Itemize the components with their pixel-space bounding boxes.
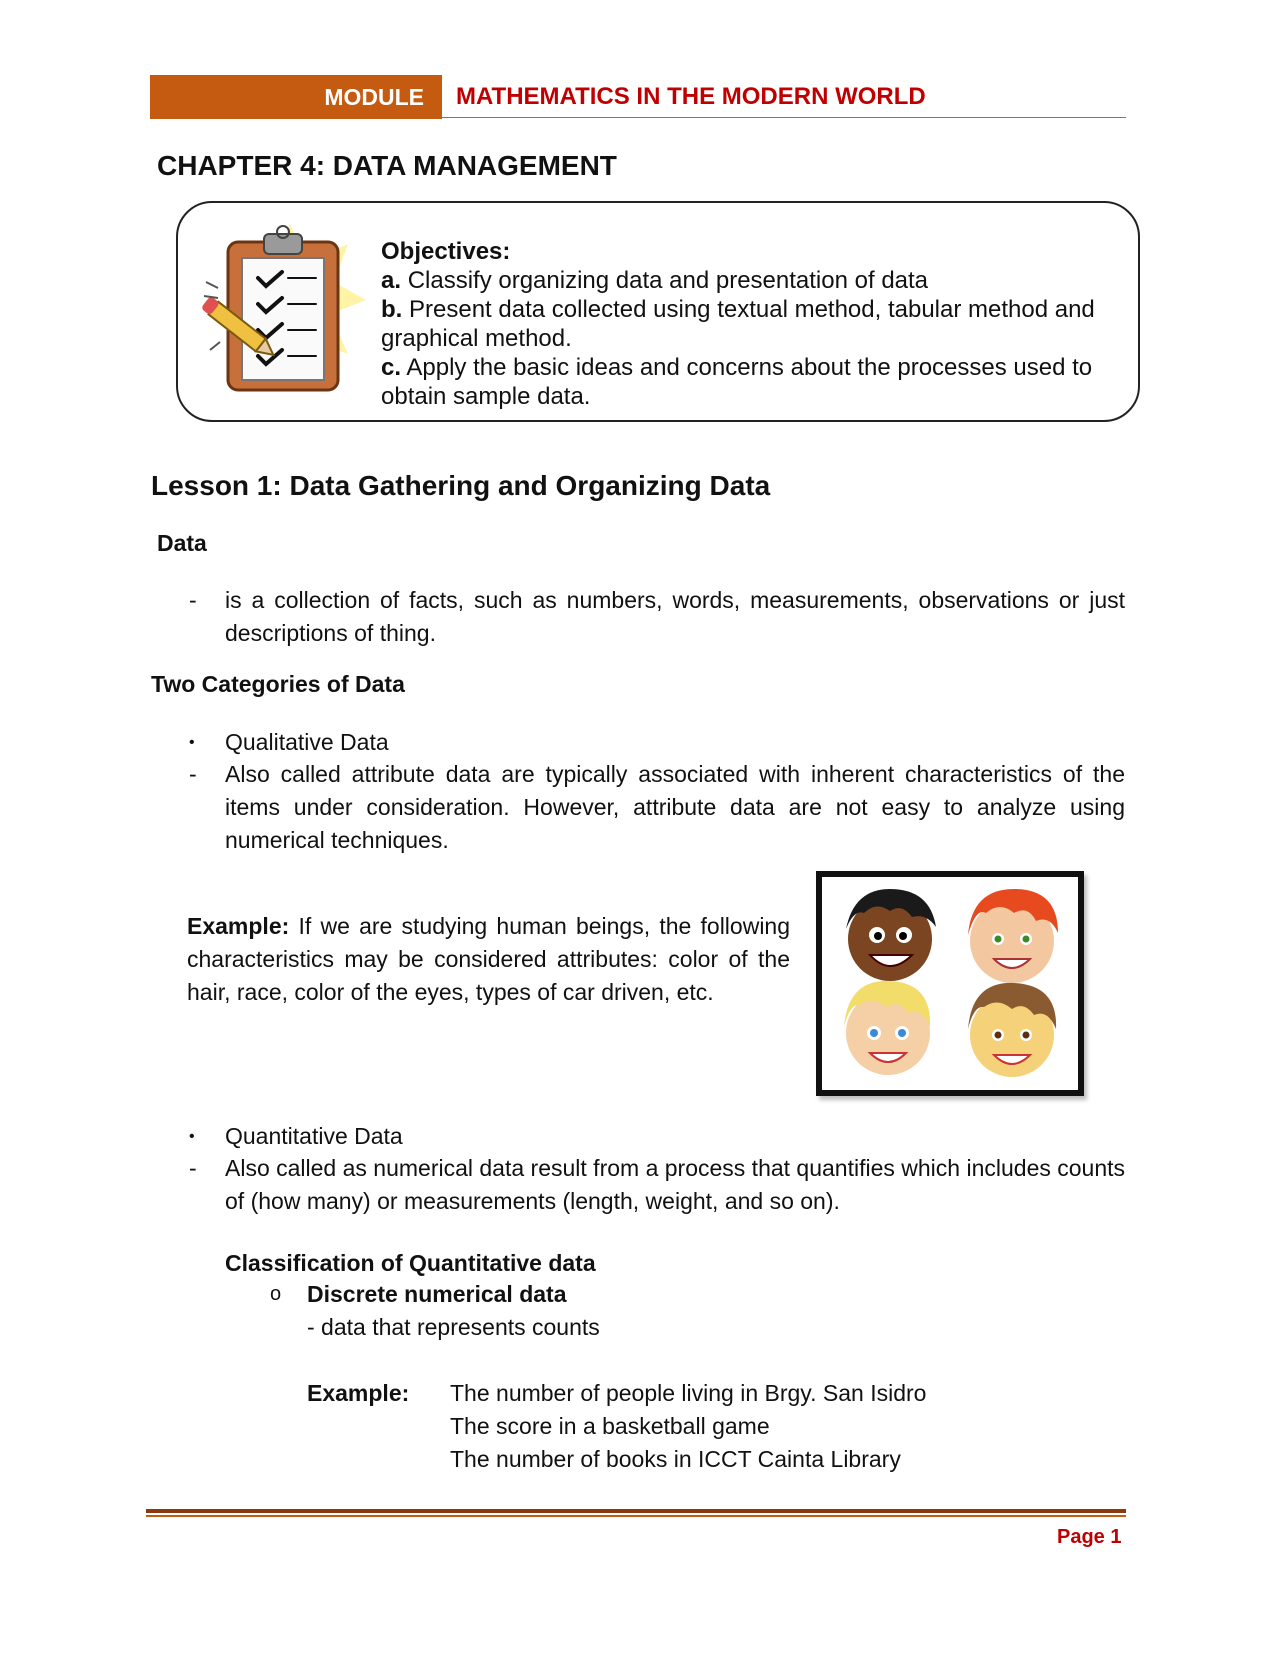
bullet-icon: • — [189, 734, 195, 751]
dash-marker: - — [189, 761, 197, 787]
qualitative-label: Qualitative Data — [225, 729, 389, 755]
dash-marker: - — [189, 587, 197, 613]
chapter-title: CHAPTER 4: DATA MANAGEMENT — [157, 150, 617, 181]
clipboard-checklist-icon — [198, 222, 368, 400]
objective-a: a. Classify organizing data and presentation of data — [381, 267, 929, 294]
example-label: Example: — [187, 913, 290, 939]
qualitative-description: Also called attribute data are typically associated with inherent characteristics of the items under consideration. However, attribute data are not easy to analyze using numerical techniques. — [225, 761, 1125, 853]
discrete-definition: - data that represents counts — [307, 1314, 600, 1340]
classification-heading: Classification of Quantitative data — [225, 1250, 596, 1276]
footer-rule-accent — [146, 1515, 1126, 1517]
example-item: The number of people living in Brgy. San Isidro — [450, 1380, 927, 1406]
module-tag: MODULE — [150, 75, 442, 119]
quantitative-description: Also called as numerical data result from a process that quantifies which includes counts of (how many) or measurements (length, weight, and so on). — [225, 1155, 1126, 1214]
objective-c: c. Apply the basic ideas and concerns about the processes used to obtain sample data. — [381, 354, 1093, 410]
discrete-label: Discrete numerical data — [307, 1281, 567, 1307]
objective-b: b. Present data collected using textual method, tabular method and graphical method. — [381, 296, 1095, 352]
footer-rule — [146, 1509, 1126, 1513]
dash-marker: - — [189, 1155, 197, 1181]
example-item: The number of books in ICCT Cainta Library — [450, 1446, 901, 1472]
quantitative-label: Quantitative Data — [225, 1123, 403, 1149]
faces-illustration — [816, 871, 1084, 1096]
page-number: Page 1 — [1057, 1526, 1122, 1548]
example-item: The score in a basketball game — [450, 1413, 770, 1439]
data-definition: is a collection of facts, such as numbers, words, measurements, observations or just descriptions of thing. — [225, 587, 1125, 646]
qualitative-example — [187, 910, 790, 1009]
example-body: If we are studying human beings, the following characteristics may be considered attributes: color of the hair, race, color of the eyes, types of car driven, etc. — [187, 913, 791, 1005]
module-title: MATHEMATICS IN THE MODERN WORLD — [456, 83, 926, 110]
objectives-text — [381, 237, 1133, 411]
categories-heading: Two Categories of Data — [151, 671, 405, 697]
discrete-example-label: Example: — [307, 1380, 410, 1406]
data-heading: Data — [157, 530, 207, 556]
lesson-title: Lesson 1: Data Gathering and Organizing Data — [151, 470, 771, 501]
bullet-icon: • — [189, 1128, 195, 1145]
header-rule — [442, 117, 1126, 118]
circle-bullet-icon: o — [270, 1283, 282, 1305]
objectives-heading: Objectives: — [381, 238, 511, 265]
